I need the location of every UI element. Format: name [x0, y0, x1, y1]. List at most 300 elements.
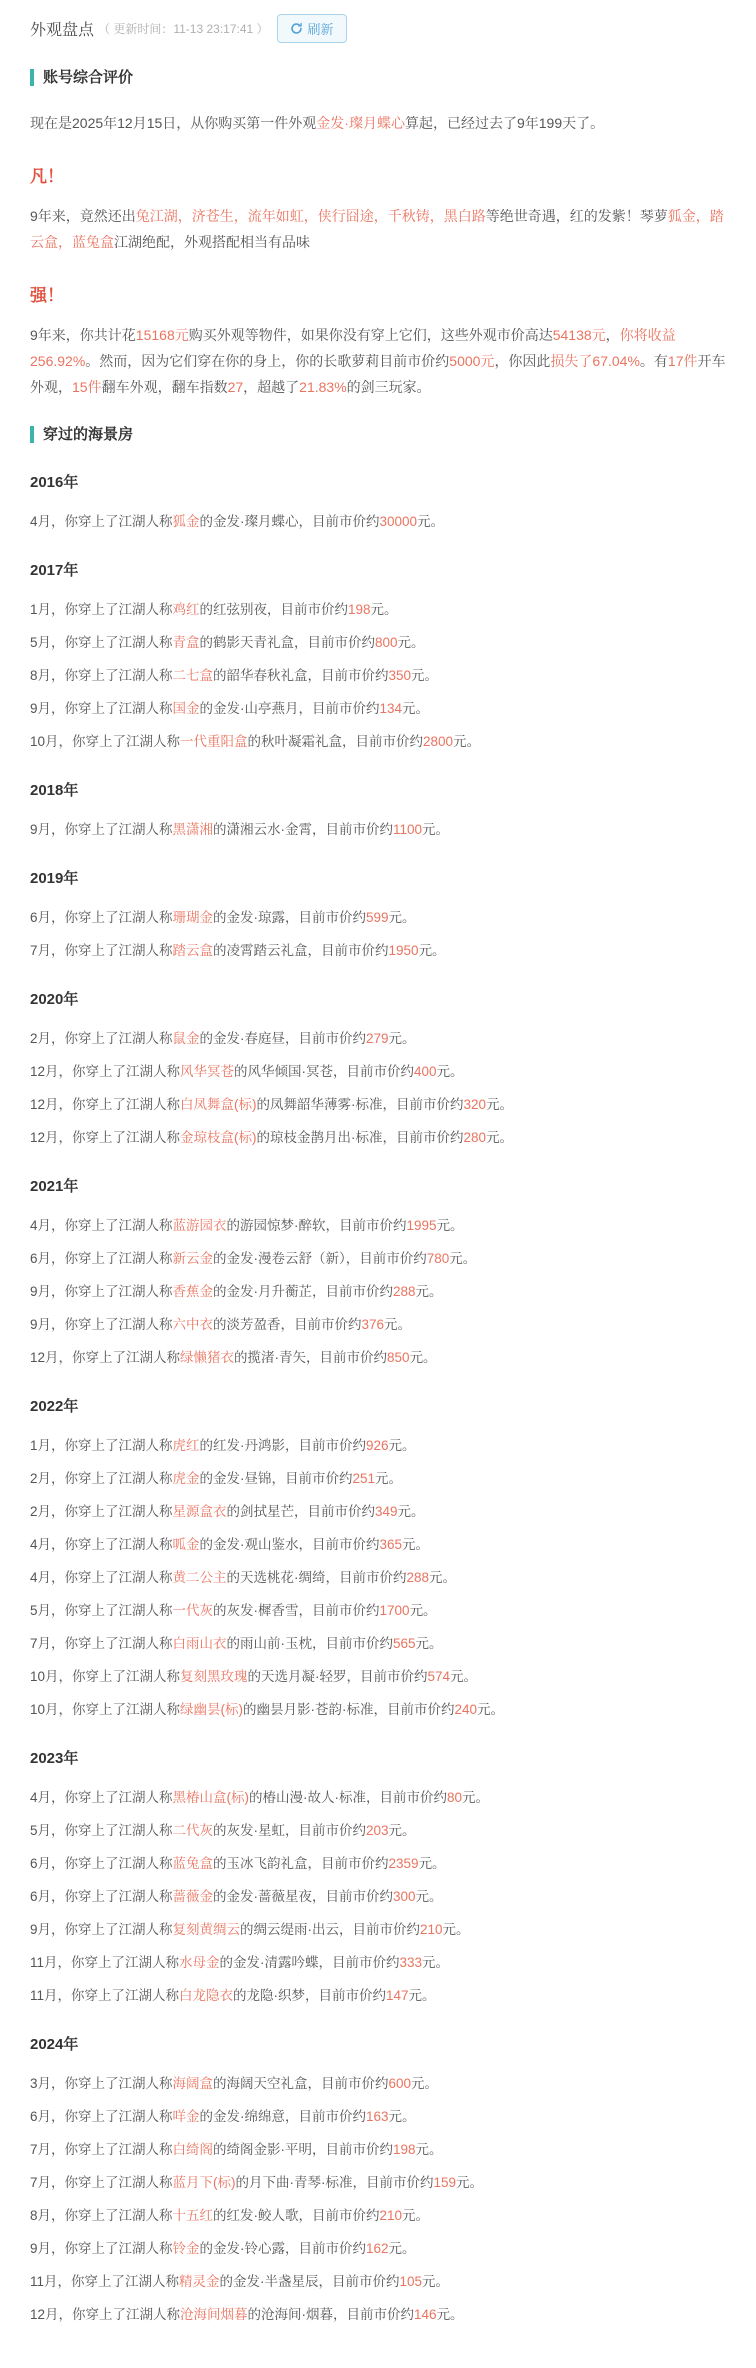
plain-text: 的金发·蔷薇星夜，目前市价约 [213, 1889, 394, 1904]
highlight-text: 780 [426, 1251, 450, 1266]
history-entry [30, 1128, 726, 1147]
plain-text: 的金发·清露吟蝶，目前市价约 [219, 1955, 400, 1970]
plain-text: 的红发·鲛人歌，目前市价约 [213, 2208, 380, 2223]
plain-text: 。然而，因为它们穿在你的身上，你的长歌萝莉目前市价约 [85, 353, 450, 369]
plain-text: 的金发·昼锦，目前市价约 [199, 1471, 353, 1486]
history-entry [30, 1029, 726, 1048]
highlight-text: 288 [406, 1570, 430, 1585]
section-heading-evaluation: 账号综合评价 [30, 69, 726, 86]
highlight-text: 香蕉金 [172, 1284, 214, 1299]
highlight-text: 288 [393, 1284, 416, 1299]
plain-text: 的金发·观山鉴水，目前市价约 [199, 1537, 380, 1552]
plain-text: 元。 [415, 1889, 443, 1904]
highlight-text: 二七盒 [172, 668, 214, 683]
history-entry [30, 2107, 726, 2126]
plain-text: 元。 [418, 1856, 446, 1871]
plain-text: 的金发·漫卷云舒（新），目前市价约 [213, 1251, 427, 1266]
plain-text: 6月，你穿上了江湖人称 [30, 1889, 173, 1904]
highlight-text: 蓝兔盒 [172, 1856, 214, 1871]
plain-text: 元。 [411, 668, 439, 683]
highlight-text: 复刻黄绸云 [172, 1922, 241, 1937]
highlight-text: 狐金，踏云盒，蓝兔盒 [30, 208, 724, 250]
plain-text: 元。 [486, 1130, 514, 1145]
refresh-label: 刷新 [307, 22, 334, 37]
history-entry [30, 633, 726, 652]
plain-text: 的玉冰飞韵礼盒，目前市价约 [213, 1856, 389, 1871]
plain-text: 元。 [415, 2142, 443, 2157]
highlight-text: 绿懒猪衣 [180, 1350, 235, 1365]
plain-text: 元。 [388, 1031, 416, 1046]
plain-text: 元。 [388, 2241, 416, 2256]
history-entry [30, 2074, 726, 2093]
plain-text: 9月，你穿上了江湖人称 [30, 822, 173, 837]
history-entry [30, 1282, 726, 1301]
plain-text: 的凤舞韶华薄雾·标准，目前市价约 [256, 1097, 464, 1112]
highlight-text: 水母金 [179, 1955, 220, 1970]
plain-text: 9年来，你共计花 [30, 327, 136, 343]
highlight-text: 17件 [667, 353, 698, 369]
highlight-text: 599 [366, 910, 389, 925]
highlight-text: 一代灰 [172, 1603, 214, 1618]
highlight-text: 1700 [379, 1603, 410, 1618]
year-heading: 2017年 [30, 562, 79, 579]
highlight-text: 400 [414, 1064, 437, 1079]
highlight-text: 你将收益256.92% [30, 327, 676, 369]
plain-text: 的金发·春庭昼，目前市价约 [199, 1031, 367, 1046]
plain-text: 9月，你穿上了江湖人称 [30, 1317, 173, 1332]
plain-text: 元。 [417, 514, 445, 529]
highlight-text: 踏云盒 [172, 943, 214, 958]
plain-text: 的龙隐·织梦，目前市价约 [233, 1988, 387, 2003]
plain-text: 的秋叶凝霜礼盒，目前市价约 [247, 734, 424, 749]
history-entry [30, 1920, 726, 1939]
history-entry [30, 1095, 726, 1114]
plain-text: 的红发·丹鸿影，目前市价约 [199, 1438, 367, 1453]
highlight-text: 金琼枝盒(标) [180, 1130, 257, 1145]
plain-text: 的灰发·星虹，目前市价约 [213, 1823, 367, 1838]
history-entry [30, 1568, 726, 1587]
highlight-text: 2359 [388, 1856, 419, 1871]
plain-text: 的天选月凝·轻罗，目前市价约 [247, 1669, 428, 1684]
highlight-text: 21.83% [299, 379, 347, 395]
plain-text: 的琼枝金鹊月出·标准，目前市价约 [256, 1130, 464, 1145]
history-entry [30, 2173, 726, 2192]
plain-text: 算起，已经过去了9年199天了。 [404, 115, 605, 131]
highlight-text: 320 [463, 1097, 487, 1112]
history-entry [30, 1986, 726, 2005]
plain-text: 元。 [411, 2076, 439, 2091]
plain-text: 的鹤影天青礼盒，目前市价约 [199, 635, 376, 650]
highlight-text: 复刻黑玫瑰 [180, 1669, 248, 1684]
highlight-text: 白凤舞盒(标) [180, 1097, 257, 1112]
highlight-text: 251 [352, 1471, 376, 1486]
highlight-text: 精灵金 [179, 2274, 220, 2289]
plain-text: 元。 [429, 1570, 457, 1585]
year-heading: 2016年 [30, 474, 79, 491]
history-entry [30, 1887, 726, 1906]
highlight-text: 鼠金 [172, 1031, 200, 1046]
plain-text: 元。 [449, 1251, 477, 1266]
plain-text: 12月，你穿上了江湖人称 [30, 1064, 181, 1079]
intro-paragraph [30, 110, 726, 136]
highlight-text: 198 [393, 2142, 416, 2157]
history-entry [30, 1821, 726, 1840]
highlight-text: 146 [414, 2307, 437, 2322]
highlight-text: 376 [361, 1317, 385, 1332]
history-entry [30, 1854, 726, 1873]
highlight-text: 850 [387, 1350, 410, 1365]
plain-text: 元。 [442, 1922, 470, 1937]
highlight-text: 蔷薇金 [172, 1889, 214, 1904]
plain-text: 元。 [384, 1317, 412, 1332]
plain-text: 的灰发·樨香雪，目前市价约 [213, 1603, 380, 1618]
page-header [30, 14, 726, 43]
highlight-text: 白雨山衣 [172, 1636, 227, 1651]
plain-text: 2月，你穿上了江湖人称 [30, 1471, 173, 1486]
history-entry [30, 1667, 726, 1686]
history-entry [30, 941, 726, 960]
plain-text: 7月，你穿上了江湖人称 [30, 1636, 173, 1651]
plain-text: 购买外观等物件，如果你没有穿上它们，这些外观市价高达 [188, 327, 553, 343]
plain-text: 元。 [415, 1284, 443, 1299]
highlight-text: 金发·璨月蝶心 [316, 115, 405, 131]
section-heading-history: 穿过的海景房 [30, 426, 726, 443]
plain-text: 的海阔天空礼盒，目前市价约 [213, 2076, 389, 2091]
highlight-text: 兔江湖，济苍生，流年如虹，侠行囧途，千秋铸，黑白路 [135, 208, 486, 224]
plain-text: 12月，你穿上了江湖人称 [30, 1130, 181, 1145]
plain-text: 9月，你穿上了江湖人称 [30, 1922, 173, 1937]
plain-text: 9月，你穿上了江湖人称 [30, 2241, 173, 2256]
history-entry [30, 2140, 726, 2159]
highlight-text: 一代重阳盒 [180, 734, 248, 749]
plain-text: 开车外观， [30, 353, 726, 395]
history-entry [30, 1502, 726, 1521]
highlight-text: 黑椿山盒(标) [172, 1790, 250, 1805]
highlight-text: 白龙隐衣 [179, 1988, 234, 2003]
history-entry [30, 1700, 726, 1719]
fan-heading: 凡！ [30, 167, 64, 186]
plain-text: 7月，你穿上了江湖人称 [30, 943, 173, 958]
highlight-text: 铃金 [172, 2241, 200, 2256]
history-entry [30, 699, 726, 718]
plain-text: 1月，你穿上了江湖人称 [30, 602, 173, 617]
highlight-text: 蓝月下(标) [172, 2175, 236, 2190]
plain-text: 元。 [436, 1218, 464, 1233]
highlight-text: 365 [379, 1537, 403, 1552]
plain-text: 元。 [388, 2109, 416, 2124]
highlight-text: 15件 [72, 379, 102, 395]
highlight-text: 210 [379, 2208, 403, 2223]
year-heading: 2022年 [30, 1398, 79, 1415]
highlight-text: 279 [366, 1031, 389, 1046]
plain-text: 8月，你穿上了江湖人称 [30, 2208, 173, 2223]
history-entry [30, 2305, 726, 2324]
fan-paragraph [30, 203, 726, 255]
plain-text: 5月，你穿上了江湖人称 [30, 635, 173, 650]
highlight-text: 926 [366, 1438, 389, 1453]
plain-text: 4月，你穿上了江湖人称 [30, 1218, 173, 1233]
highlight-text: 国金 [172, 701, 200, 716]
highlight-text: 203 [366, 1823, 389, 1838]
highlight-text: 新云金 [172, 1251, 214, 1266]
plain-text: 10月，你穿上了江湖人称 [30, 1669, 181, 1684]
plain-text: 元。 [477, 1702, 505, 1717]
history-entry [30, 1469, 726, 1488]
highlight-text: 1100 [393, 822, 423, 837]
plain-text: 的金发·铃心露，目前市价约 [199, 2241, 367, 2256]
highlight-text: 虎红 [172, 1438, 200, 1453]
highlight-text: 咩金 [172, 2109, 200, 2124]
highlight-text: 162 [366, 2241, 389, 2256]
history-entry [30, 1315, 726, 1334]
plain-text: 4月，你穿上了江湖人称 [30, 1790, 173, 1805]
update-time: （ 更新时间：11-13 23:17:41 ） [98, 22, 269, 36]
plain-text: 11月，你穿上了江湖人称 [30, 1955, 180, 1970]
plain-text: 6月，你穿上了江湖人称 [30, 1251, 173, 1266]
highlight-text: 狐金 [172, 514, 200, 529]
highlight-text: 333 [399, 1955, 423, 1970]
history-years [30, 471, 726, 2324]
highlight-text: 虎金 [172, 1471, 200, 1486]
highlight-text: 绿幽昙(标) [180, 1702, 244, 1717]
plain-text: 元。 [388, 1438, 416, 1453]
plain-text: 现在是2025年12月15日，从你购买第一件外观 [30, 115, 317, 131]
highlight-text: 二代灰 [172, 1823, 214, 1838]
plain-text: 9年来，竟然还出 [30, 208, 136, 224]
highlight-text: 349 [375, 1504, 398, 1519]
plain-text: 的游园惊梦·醉软，目前市价约 [226, 1218, 407, 1233]
plain-text: 元。 [436, 1064, 464, 1079]
plain-text: 10月，你穿上了江湖人称 [30, 734, 181, 749]
plain-text: 3月，你穿上了江湖人称 [30, 2076, 173, 2091]
highlight-text: 1950 [388, 943, 419, 958]
highlight-text: 沧海间烟暮 [180, 2307, 248, 2322]
highlight-text: 147 [386, 1988, 409, 2003]
highlight-text: 300 [393, 1889, 416, 1904]
plain-text: 元。 [388, 1823, 416, 1838]
plain-text: ，你因此 [494, 353, 551, 369]
history-entry [30, 600, 726, 619]
plain-text: 的揽渚·青矢，目前市价约 [234, 1350, 388, 1365]
plain-text: 元。 [422, 2274, 450, 2289]
plain-text: 5月，你穿上了江湖人称 [30, 1603, 173, 1618]
year-heading: 2018年 [30, 782, 79, 799]
history-entry [30, 1535, 726, 1554]
plain-text: 的金发·琼露，目前市价约 [213, 910, 367, 925]
plain-text: 元。 [453, 734, 481, 749]
plain-text: 的金发·半盏星辰，目前市价约 [219, 2274, 400, 2289]
plain-text: 元。 [486, 1097, 514, 1112]
plain-text: 的月下曲·青琴·标准，目前市价约 [235, 2175, 434, 2190]
history-entry [30, 1348, 726, 1367]
highlight-text: 565 [393, 1636, 416, 1651]
plain-text: 4月，你穿上了江湖人称 [30, 514, 173, 529]
history-entry [30, 1601, 726, 1620]
plain-text: 的绸云缇雨·出云，目前市价约 [240, 1922, 421, 1937]
highlight-text: 800 [375, 635, 398, 650]
plain-text: 元。 [408, 1988, 436, 2003]
plain-text: 的金发·山亭燕月，目前市价约 [199, 701, 380, 716]
history-entry [30, 732, 726, 751]
highlight-text: 1995 [406, 1218, 437, 1233]
highlight-text: 六中衣 [172, 1317, 214, 1332]
highlight-text: 2800 [423, 734, 454, 749]
refresh-button[interactable] [277, 14, 347, 43]
plain-text: 9月，你穿上了江湖人称 [30, 701, 173, 716]
year-heading: 2024年 [30, 2036, 79, 2053]
plain-text: 的金发·璨月蝶心，目前市价约 [199, 514, 380, 529]
plain-text: 元。 [422, 822, 450, 837]
plain-text: 1月，你穿上了江湖人称 [30, 1438, 173, 1453]
highlight-text: 珊瑚金 [172, 910, 214, 925]
plain-text: 11月，你穿上了江湖人称 [30, 2274, 180, 2289]
plain-text: 元。 [409, 1350, 437, 1365]
highlight-text: 星源盒衣 [172, 1504, 227, 1519]
plain-text: 6月，你穿上了江湖人称 [30, 1856, 173, 1871]
plain-text: 元。 [397, 635, 425, 650]
highlight-text: 134 [379, 701, 403, 716]
plain-text: 的椿山漫·故人·标准，目前市价约 [249, 1790, 448, 1805]
highlight-text: 163 [366, 2109, 389, 2124]
plain-text: 4月，你穿上了江湖人称 [30, 1570, 173, 1585]
plain-text: 11月，你穿上了江湖人称 [30, 1988, 180, 2003]
highlight-text: 鸡红 [172, 602, 200, 617]
plain-text: ，超越了 [243, 379, 300, 395]
highlight-text: 198 [348, 602, 371, 617]
plain-text: 元。 [402, 2208, 430, 2223]
plain-text: 元。 [436, 2307, 464, 2322]
plain-text: 元。 [409, 1603, 437, 1618]
plain-text: 的凌霄踏云礼盒，目前市价约 [213, 943, 389, 958]
history-entry [30, 666, 726, 685]
plain-text: ， [605, 327, 620, 343]
history-entry [30, 1216, 726, 1235]
history-entry [30, 1436, 726, 1455]
highlight-text: 350 [388, 668, 412, 683]
plain-text: 7月，你穿上了江湖人称 [30, 2175, 173, 2190]
plain-text: 的风华倾国·冥苍，目前市价约 [234, 1064, 415, 1079]
highlight-text: 风华冥苍 [180, 1064, 235, 1079]
plain-text: 。有 [639, 353, 668, 369]
plain-text: 元。 [450, 1669, 478, 1684]
plain-text: 12月，你穿上了江湖人称 [30, 1350, 181, 1365]
highlight-text: 105 [399, 2274, 423, 2289]
highlight-text: 蓝游园衣 [172, 1218, 227, 1233]
history-entry [30, 908, 726, 927]
plain-text: 的雨山前·玉枕，目前市价约 [226, 1636, 394, 1651]
plain-text: 6月，你穿上了江湖人称 [30, 2109, 173, 2124]
plain-text: 元。 [415, 1636, 443, 1651]
highlight-text: 损失了67.04% [550, 353, 640, 369]
plain-text: 的韶华春秋礼盒，目前市价约 [213, 668, 389, 683]
plain-text: 等绝世奇遇，红的发紫！琴萝 [485, 208, 668, 224]
plain-text: 元。 [370, 602, 398, 617]
refresh-icon [290, 22, 303, 35]
year-heading: 2021年 [30, 1178, 79, 1195]
history-entry [30, 1062, 726, 1081]
history-entry [30, 2206, 726, 2225]
plain-text: 6月，你穿上了江湖人称 [30, 910, 173, 925]
highlight-text: 15168元 [135, 327, 189, 343]
history-entry [30, 512, 726, 531]
highlight-text: 白绮阁 [172, 2142, 214, 2157]
plain-text: 的淡芳盈香，目前市价约 [213, 1317, 362, 1332]
plain-text: 的金发·绵绵意，目前市价约 [199, 2109, 367, 2124]
plain-text: 元。 [375, 1471, 403, 1486]
highlight-text: 574 [427, 1669, 451, 1684]
plain-text: 元。 [462, 1790, 490, 1805]
history-entry [30, 1953, 726, 1972]
highlight-text: 210 [420, 1922, 443, 1937]
history-entry [30, 2272, 726, 2291]
highlight-text: 280 [463, 1130, 487, 1145]
plain-text: 元。 [402, 1537, 430, 1552]
highlight-text: 80 [447, 1790, 463, 1805]
plain-text: 的绮阁金影·平明，目前市价约 [213, 2142, 394, 2157]
plain-text: 12月，你穿上了江湖人称 [30, 1097, 181, 1112]
plain-text: 翻车外观，翻车指数 [101, 379, 228, 395]
plain-text: 10月，你穿上了江湖人称 [30, 1702, 181, 1717]
qiang-paragraph [30, 322, 726, 400]
history-entry [30, 2239, 726, 2258]
plain-text: 4月，你穿上了江湖人称 [30, 1537, 173, 1552]
plain-text: 的剑三玩家。 [346, 379, 431, 395]
highlight-text: 海阔盒 [172, 2076, 214, 2091]
highlight-text: 30000 [379, 514, 418, 529]
plain-text: 的天选桃花·绸绮，目前市价约 [226, 1570, 407, 1585]
history-entry [30, 1788, 726, 1807]
highlight-text: 600 [388, 2076, 412, 2091]
plain-text: 2月，你穿上了江湖人称 [30, 1504, 173, 1519]
plain-text: 的幽昙月影·苍韵·标准，目前市价约 [243, 1702, 455, 1717]
year-heading: 2023年 [30, 1750, 79, 1767]
plain-text: 12月，你穿上了江湖人称 [30, 2307, 181, 2322]
highlight-text: 54138元 [552, 327, 606, 343]
qiang-heading: 强！ [30, 286, 64, 305]
year-heading: 2019年 [30, 870, 79, 887]
plain-text: 9月，你穿上了江湖人称 [30, 1284, 173, 1299]
page-title: 外观盘点 [30, 22, 95, 39]
plain-text: 元。 [456, 2175, 484, 2190]
highlight-text: 27 [227, 379, 244, 395]
plain-text: 2月，你穿上了江湖人称 [30, 1031, 173, 1046]
history-entry [30, 1634, 726, 1653]
plain-text: 的剑拭星芒，目前市价约 [226, 1504, 376, 1519]
history-entry [30, 820, 726, 839]
plain-text: 元。 [418, 943, 446, 958]
plain-text: 的红弦别夜，目前市价约 [199, 602, 349, 617]
highlight-text: 黄二公主 [172, 1570, 227, 1585]
history-entry [30, 1249, 726, 1268]
plain-text: 7月，你穿上了江湖人称 [30, 2142, 173, 2157]
plain-text: 元。 [402, 701, 430, 716]
plain-text: 8月，你穿上了江湖人称 [30, 668, 173, 683]
highlight-text: 240 [454, 1702, 478, 1717]
plain-text: 元。 [422, 1955, 450, 1970]
year-heading: 2020年 [30, 991, 79, 1008]
highlight-text: 青盒 [172, 635, 200, 650]
highlight-text: 5000元 [449, 353, 495, 369]
plain-text: 的潇湘云水·金霄，目前市价约 [213, 822, 394, 837]
plain-text: 元。 [388, 910, 416, 925]
plain-text: 的金发·月升蘅芷，目前市价约 [213, 1284, 394, 1299]
plain-text: 的沧海间·烟暮，目前市价约 [247, 2307, 415, 2322]
highlight-text: 十五红 [172, 2208, 214, 2223]
highlight-text: 黑潇湘 [172, 822, 214, 837]
highlight-text: 159 [433, 2175, 457, 2190]
highlight-text: 呱金 [172, 1537, 200, 1552]
plain-text: 江湖绝配，外观搭配相当有品味 [114, 234, 310, 250]
